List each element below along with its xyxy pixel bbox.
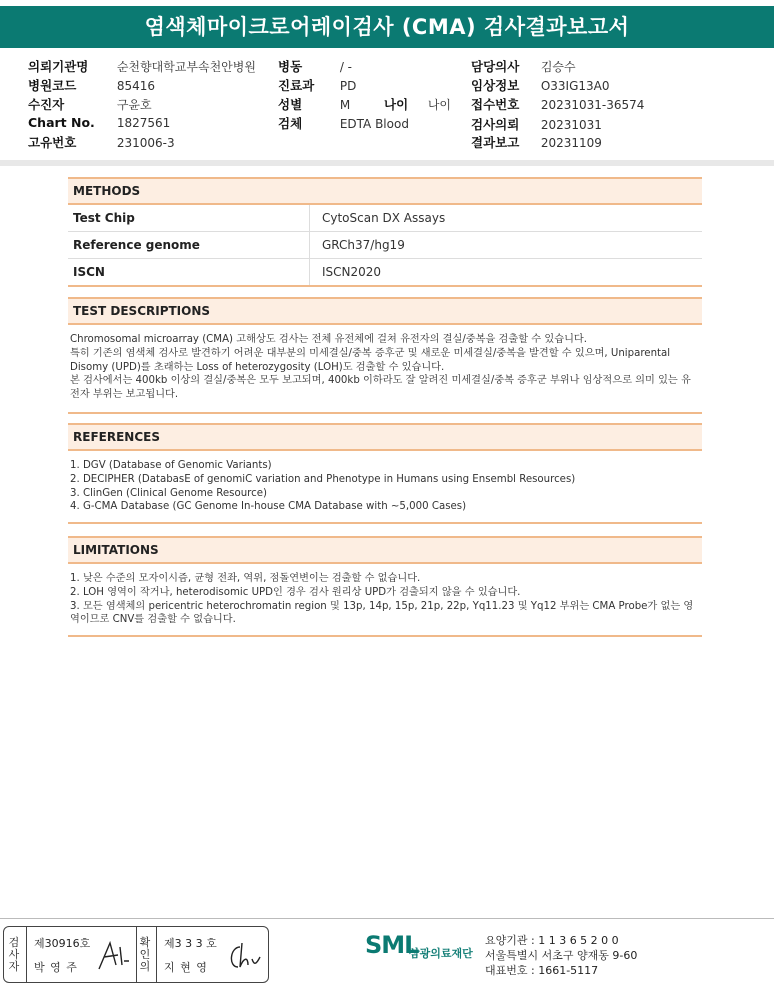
methods-label: Test Chip (68, 205, 310, 231)
references-section (68, 423, 702, 524)
lab-info (485, 933, 637, 978)
reference-item: 2. DECIPHER (DatabasE of genomiC variation and Phenotype in Humans using Ensembl Resources) (70, 473, 576, 485)
field-value: 1827561 (116, 116, 171, 130)
field-value: 231006-3 (116, 136, 175, 150)
methods-heading: METHODS (68, 177, 702, 205)
field-value: PD (339, 79, 357, 93)
methods-value: CytoScan DX Assays (322, 211, 446, 225)
field-value: EDTA Blood (339, 117, 409, 131)
methods-row (68, 259, 702, 287)
field-age (384, 95, 451, 113)
field-value: 나이 (427, 98, 452, 112)
field-label: Chart No. (28, 115, 95, 130)
field-sex (278, 95, 350, 113)
patient-info (0, 52, 774, 157)
test-descriptions-body (68, 325, 702, 414)
field-label: 의뢰기관명 (28, 59, 89, 74)
lab-info-line: 대표번호 : 1661-5117 (485, 964, 599, 977)
field-label: 담당의사 (471, 59, 520, 74)
field-request-date (471, 115, 602, 133)
limitations-section (68, 536, 702, 637)
field-value: 20231031-36574 (540, 98, 645, 112)
references-heading: REFERENCES (68, 423, 702, 451)
field-physician (471, 57, 576, 75)
description-line: Chromosomal microarray (CMA) 고해상도 검사는 전체 유전체에 걸쳐 유전자의 결실/중복을 검출할 수 있습니다. (70, 334, 587, 345)
field-label: 접수번호 (471, 97, 520, 112)
references-body (68, 451, 702, 524)
field-unique-no (28, 133, 175, 151)
methods-label: Reference genome (68, 232, 310, 258)
divider (26, 927, 27, 982)
methods-value: ISCN2020 (322, 265, 382, 279)
lab-info-line: 요양기관 : 1 1 3 6 5 2 0 0 (485, 934, 619, 947)
limitation-item: 3. 모든 염색체의 pericentric heterochromatin region 및 13p, 14p, 15p, 21p, 22p, Yq11.23 및 Yq12 부위는 CMA Probe가 없는 영역이므로 CNV를 검출할 수 없습니다. (70, 600, 694, 626)
field-value: 김승수 (540, 60, 576, 74)
org-name: 삼광의료재단 (409, 947, 473, 960)
divider (0, 160, 774, 166)
methods-row (68, 205, 702, 232)
limitations-heading: LIMITATIONS (68, 536, 702, 564)
field-label: 병동 (278, 59, 303, 74)
test-descriptions-heading: TEST DESCRIPTIONS (68, 297, 702, 325)
sml-logo-text: SML (365, 931, 419, 959)
methods-value: GRCh37/hg19 (322, 238, 405, 252)
field-label: 검체 (278, 116, 303, 131)
field-report-date (471, 133, 602, 151)
reference-item: 1. DGV (Database of Genomic Variants) (70, 460, 272, 471)
limitation-item: 1. 낮은 수준의 모자이시즘, 균형 전좌, 역위, 점돌연변이는 검출할 수 없습니다. (70, 573, 421, 584)
confirmer-name: 지 현 영 (164, 961, 208, 974)
reference-item: 3. ClinGen (Clinical Genome Resource) (70, 487, 267, 499)
inspector-label (8, 937, 22, 973)
inspector-name: 박 영 주 (34, 961, 78, 974)
test-descriptions-section (68, 297, 702, 414)
confirmer-signature-icon (224, 939, 264, 973)
field-label: 결과보고 (471, 135, 520, 150)
field-label: 수진자 (28, 97, 65, 112)
divider (156, 927, 157, 982)
confirmer-label-text: 확인의 (139, 936, 151, 973)
report-footer (0, 918, 774, 990)
field-patient-name (28, 95, 152, 113)
methods-section (68, 177, 702, 287)
methods-row (68, 232, 702, 259)
description-line: 본 검사에서는 400kb 이상의 결실/중복은 모두 보고되며, 400kb 이하라도 잘 알려진 미세결실/중복 증후군 부위나 임상적으로 의미 있는 유전자 부위는 보고됩니다. (70, 375, 691, 401)
field-label: 병원코드 (28, 78, 77, 93)
field-label: 성별 (278, 97, 303, 112)
field-label: 고유번호 (28, 135, 77, 150)
field-ward (278, 57, 352, 75)
field-clinical-info (471, 76, 610, 94)
field-hospital-code (28, 76, 155, 94)
field-value: M (339, 98, 351, 112)
lab-info-line: 서울특별시 서초구 양재동 9-60 (485, 949, 638, 962)
limitation-item: 2. LOH 영역이 작거나, heterodisomic UPD인 경우 검사 원리상 UPD가 검출되지 않을 수 있습니다. (70, 586, 521, 598)
field-value: 20231109 (540, 136, 602, 150)
field-label: 나이 (384, 97, 409, 112)
field-value: / - (339, 60, 353, 74)
field-department (278, 76, 356, 94)
field-label: 임상정보 (471, 78, 520, 93)
limitations-body (68, 564, 702, 637)
confirmer-license: 제3 3 3 호 (164, 937, 217, 950)
field-chart-no (28, 115, 170, 130)
field-value: 구윤호 (116, 98, 152, 112)
reference-item: 4. G-CMA Database (GC Genome In-house CMA Database with ~5,000 Cases) (70, 501, 467, 513)
signature-box (3, 926, 269, 983)
field-value: 순천향대학교부속천안병원 (116, 60, 256, 74)
inspector-signature-icon (96, 939, 132, 973)
field-specimen (278, 114, 409, 132)
inspector-label-text: 검사자 (8, 936, 20, 973)
field-requesting-institution (28, 57, 256, 75)
field-receipt-no (471, 95, 644, 113)
confirmer-label (139, 937, 153, 973)
description-line: 특히 기존의 염색체 검사로 발견하기 어려운 대부분의 미세결실/중복 증후군 및 새로운 미세결실/중복을 발견할 수 있으며, Uniparental Disomy (UPD)를 초래하는 Loss of heterozygosity (LOH)도 검출할 수 있습니다. (70, 347, 671, 373)
field-label: 진료과 (278, 78, 315, 93)
field-value: O33IG13A0 (540, 79, 610, 93)
methods-label: ISCN (68, 259, 310, 285)
field-value: 85416 (116, 79, 156, 93)
divider (136, 927, 137, 982)
field-value: 20231031 (540, 118, 602, 132)
report-title: 염색체마이크로어레이검사 (CMA) 검사결과보고서 (0, 6, 774, 48)
inspector-license: 제30916호 (34, 937, 91, 950)
field-label: 검사의뢰 (471, 117, 520, 132)
